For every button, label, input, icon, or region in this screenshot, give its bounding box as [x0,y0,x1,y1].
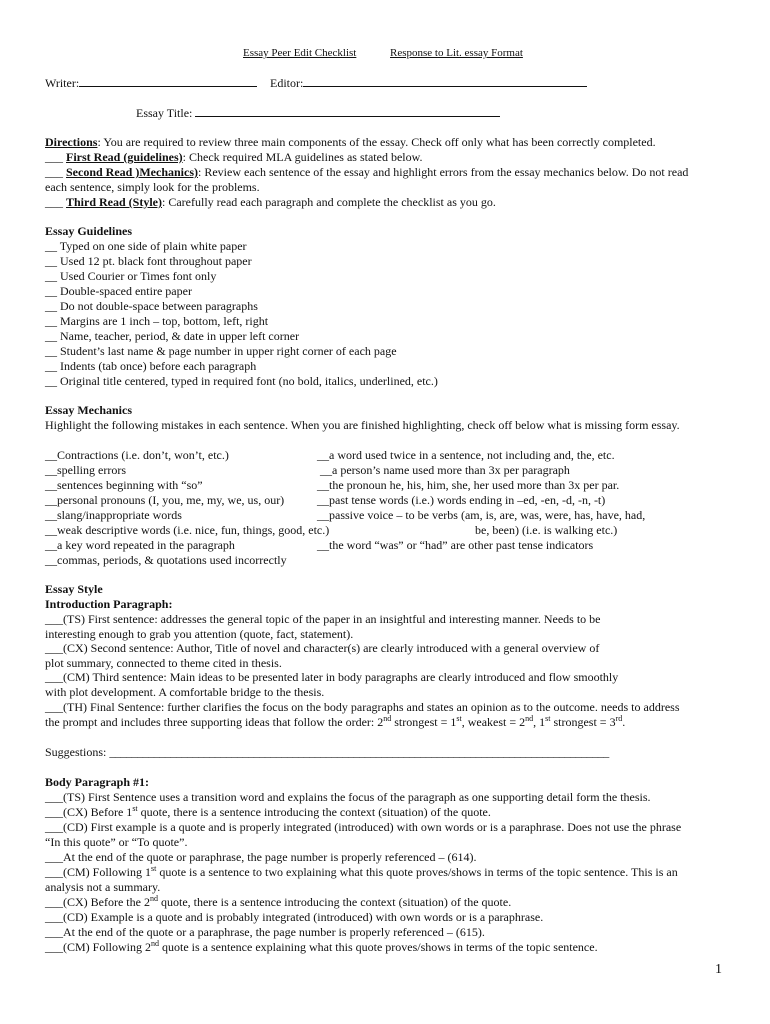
th-text-b: strongest = 1 [391,715,457,729]
body-cm-a: ___(CM) Following 1 [45,865,152,879]
th-text-d: , 1 [533,715,546,729]
body-cm2-a: ___(CM) Following 2 [45,940,152,954]
body-ts-line: ___(TS) First Sentence uses a transition word and explains the focus of the paragraph as one supporting detail form the thesis. [45,790,651,804]
editor-label: Editor: [270,76,304,90]
mechanics-left-item: __slang/inappropriate words [45,508,182,522]
suggestions-blank: __________________________________________________________________________________________ [109,745,609,759]
guideline-item: __ Used 12 pt. black font throughout paper [45,254,252,268]
th-text-f: . [622,715,626,729]
th-sup-2: st [456,714,462,723]
mechanics-left-item: __sentences beginning with “so” [45,478,203,492]
body-cd2-line: ___(CD) Example is a quote and is probably integrated (introduced) with own words or is a paraphrase. [45,910,544,924]
body-cx2-b: quote, there is a sentence introducing the context (situation) of the quote. [157,895,512,909]
body-paragraph-heading: Body Paragraph #1: [45,775,150,789]
intro-cx-line-2: plot summary, connected to theme cited in thesis. [45,656,282,670]
body-ref2-line: ___At the end of the quote or a paraphrase, the page number is properly referenced – (615). [45,925,485,939]
directions-line [45,135,656,150]
th-sup-4: st [545,714,551,723]
th-sup-1: nd [383,714,392,723]
mechanics-left-item: __spelling errors [45,463,126,477]
th-text-c: , weakest = 2 [461,715,526,729]
body-cm-line [45,865,678,880]
mechanics-heading: Essay Mechanics [45,403,132,417]
intro-ts-line-2: interesting enough to grab you attention (quote, fact, statement). [45,627,354,641]
guideline-item: __ Do not double-space between paragraphs [45,299,258,313]
third-read-label: Third Read (Style) [66,195,162,209]
suggestions-line [45,745,609,760]
intro-th-line: ___(TH) Final Sentence: further clarifies the focus on the body paragraphs and states an opinion as to the outcome. needs to address [45,700,680,714]
intro-cm-line-2: with plot development. A comfortable bridge to the thesis. [45,685,325,699]
format-title: Response to Lit. essay Format [390,47,523,59]
body-cm2-b: quote is a sentence explaining what this quote proves/shows in terms of the topic sentence. [159,940,598,954]
checklist-title: Essay Peer Edit Checklist [243,47,357,59]
th-text-e: strongest = 3 [550,715,616,729]
third-read-line [45,195,496,210]
th-sup-3: nd [525,714,534,723]
mechanics-right-item: __passive voice – to be verbs (am, is, are, was, were, has, have, had, [317,508,646,522]
guideline-item: __ Used Courier or Times font only [45,269,217,283]
mechanics-left-item: __weak descriptive words (i.e. nice, fun, things, good, etc.) [45,523,330,537]
first-read-text: : Check required MLA guidelines as stated below. [182,150,423,164]
body-cx-b: quote, there is a sentence introducing the context (situation) of the quote. [137,805,491,819]
guideline-item: __ Student’s last name & page number in upper right corner of each page [45,344,397,358]
body-cx-sup: st [132,804,138,813]
directions-label: Directions [45,135,98,149]
mechanics-right-item: be, been) (i.e. is walking etc.) [475,523,618,537]
intro-ts-line: ___(TS) First sentence: addresses the general topic of the paper in an insightful and interesting manner. Needs to be [45,612,601,626]
th-sup-5: rd [615,714,623,723]
mechanics-left-item: __commas, periods, & quotations used incorrectly [45,553,287,567]
mechanics-right-item: __past tense words (i.e.) words ending in –ed, -en, -d, -n, -t) [317,493,606,507]
mechanics-right-item: __the pronoun he, his, him, she, her used more than 3x per par. [317,478,620,492]
body-cd-line-2: “In this quote” or “To quote”. [45,835,188,849]
first-read-line [45,150,423,165]
mechanics-left-item: __personal pronouns (I, you, me, my, we, us, our) [45,493,285,507]
suggestions-label: Suggestions: [45,745,110,759]
second-read-blank: ___ [45,165,63,179]
mechanics-right-item: __a person’s name used more than 3x per paragraph [317,463,570,477]
mechanics-intro: Highlight the following mistakes in each sentence. When you are finished highlighting, check off below what is missing form essay. [45,418,680,432]
third-read-text: : Carefully read each paragraph and complete the checklist as you go. [162,195,496,209]
page-number: 1 [715,962,722,977]
second-read-line-2: each sentence, simply look for the problems. [45,180,260,194]
intro-cx-line: ___(CX) Second sentence: Author, Title of novel and character(s) are clearly introduced with a general overview of [45,641,600,655]
body-ref-line: ___At the end of the quote or paraphrase, the page number is properly referenced – (614). [45,850,477,864]
mechanics-right-item: __a word used twice in a sentence, not including and, the, etc. [317,448,615,462]
th-text-a: the prompt and includes three supporting ideas that follow the order: 2 [45,715,384,729]
essay-title-blank [195,105,500,117]
guideline-item: __ Double-spaced entire paper [45,284,192,298]
body-cm2-line [45,940,598,955]
body-cx-line [45,805,491,820]
intro-th-line-2 [45,715,625,730]
first-read-label: First Read (guidelines) [66,150,183,164]
mechanics-left-item: __Contractions (i.e. don’t, won’t, etc.) [45,448,229,462]
body-cd-line: ___(CD) First example is a quote and is properly integrated (introduced) with own words or is a paraphrase. Does not use the phrase [45,820,682,834]
third-read-blank: ___ [45,195,63,209]
guideline-item: __ Name, teacher, period, & date in upper left corner [45,329,300,343]
guidelines-heading: Essay Guidelines [45,224,133,238]
body-cm-line-2: analysis not a summary. [45,880,161,894]
essay-title-line [136,105,500,121]
first-read-blank: ___ [45,150,63,164]
body-cx2-line [45,895,511,910]
guideline-item: __ Typed on one side of plain white paper [45,239,247,253]
intro-paragraph-heading: Introduction Paragraph: [45,597,173,611]
body-cm-b: quote is a sentence to two explaining what this quote proves/shows in terms of the topic sentence. This is an [156,865,678,879]
mechanics-right-item: __the word “was” or “had” are other past tense indicators [317,538,594,552]
guideline-item: __ Original title centered, typed in required font (no bold, italics, underlined, etc.) [45,374,438,388]
second-read-line [45,165,688,180]
editor-line [270,75,587,91]
writer-label: Writer: [45,76,80,90]
body-cm2-sup: nd [151,939,160,948]
writer-blank [79,75,257,87]
second-read-label: Second Read )Mechanics) [66,165,198,179]
intro-cm-line: ___(CM) Third sentence: Main ideas to be presented later in body paragraphs are clearly introduced and flow smoothly [45,670,619,684]
essay-title-label: Essay Title: [136,106,193,120]
directions-text: : You are required to review three main components of the essay. Check off only what has been correctly completed. [97,135,656,149]
guideline-item: __ Indents (tab once) before each paragraph [45,359,257,373]
mechanics-left-item: __a key word repeated in the paragraph [45,538,235,552]
editor-blank [303,75,587,87]
style-heading: Essay Style [45,582,103,596]
body-cx2-sup: nd [149,894,158,903]
writer-line [45,75,257,91]
body-cm-sup: st [151,864,157,873]
second-read-text: : Review each sentence of the essay and highlight errors from the essay mechanics below. Do not read [198,165,689,179]
body-cx2-a: ___(CX) Before the 2 [45,895,150,909]
guideline-item: __ Margins are 1 inch – top, bottom, left, right [45,314,269,328]
body-cx-a: ___(CX) Before 1 [45,805,133,819]
